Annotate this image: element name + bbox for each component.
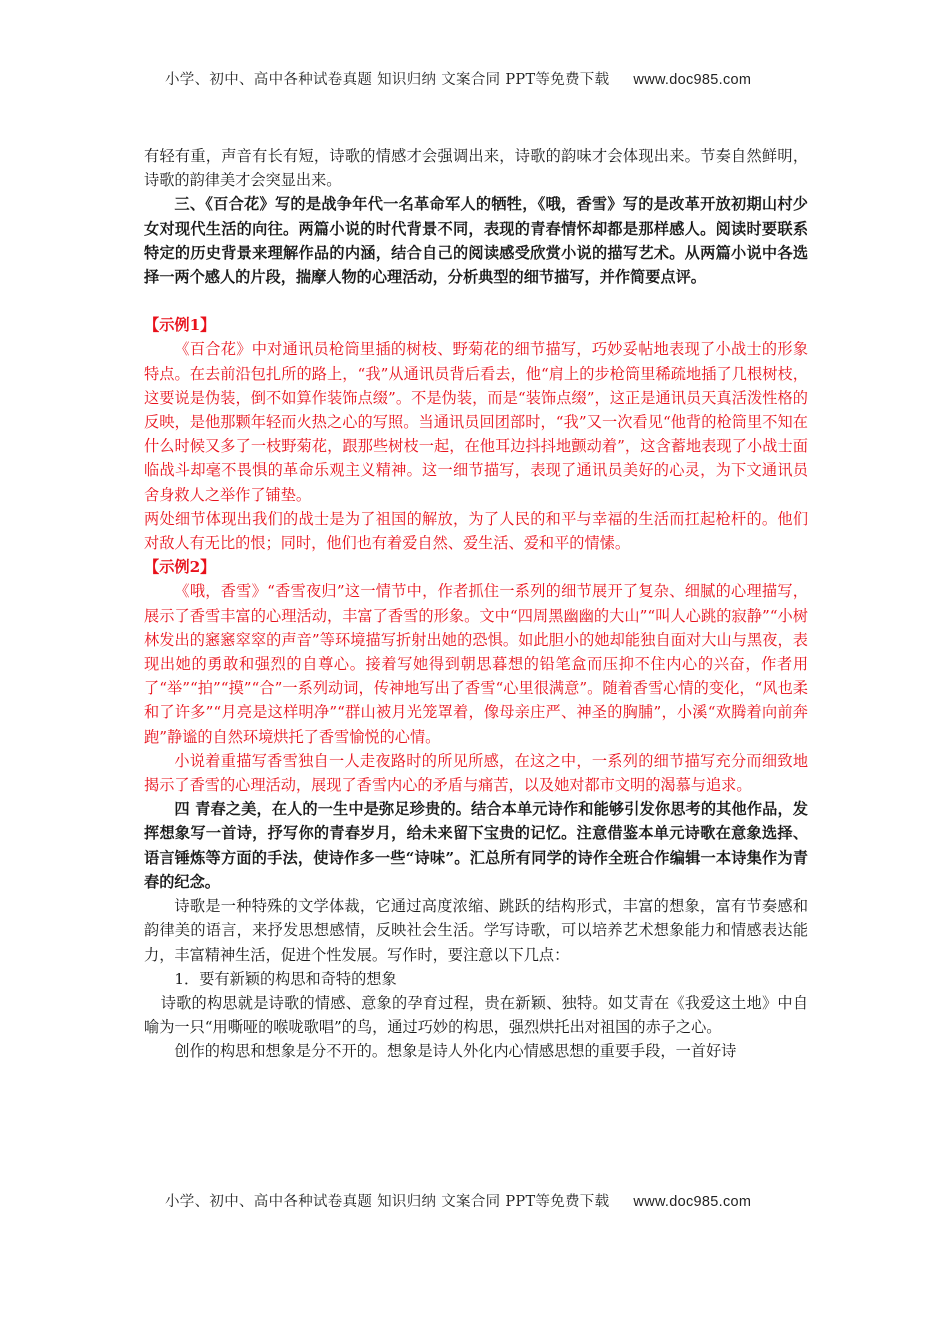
example-2-paragraph-1: 《哦，香雪》“香雪夜归”这一情节中，作者抓住一系列的细节展开了复杂、细腻的心理描写，展示了香雪丰富的心理活动，丰富了香雪的形象。文中“四周黑幽幽的大山”“叫人心跳的寂静”“小树林发出的窸窸窣窣的声音”等环境描写折射出她的恐惧。如此胆小的她却能独自面对大山与黑夜，表现出她的勇敢和强烈的自尊心。接着写她得到朝思暮想的铅笔盒而压抑不住内心的兴奋，作者用了“举”“拍”“摸”“合”一系列动词，传神地写出了香雪“心里很满意”。随着香雪心情的变化，“风也柔和了许多”“月亮是这样明净”“群山被月光笼罩着，像母亲庄严、神圣的胸脯”，小溪“欢腾着向前奔跑”静谧的自然环境烘托了香雪愉悦的心情。: [144, 582, 808, 746]
footer-url[interactable]: www.doc985.com: [633, 1194, 752, 1210]
header-url[interactable]: www.doc985.com: [633, 72, 752, 88]
spacer: [144, 289, 808, 313]
example-1-paragraph-2: 两处细节体现出我们的战士是为了祖国的解放，为了人民的和平与幸福的生活而扛起枪杆的。他们对敌人有无比的恨；同时，他们也有着爱自然、爱生活、爱和平的情愫。: [144, 509, 808, 553]
point-1-heading: 1．要有新颖的构思和奇特的想象: [174, 969, 397, 988]
header-text: 小学、初中、高中各种试卷真题 知识归纳 文案合同 PPT等免费下载: [165, 72, 610, 88]
footer-text: 小学、初中、高中各种试卷真题 知识归纳 文案合同 PPT等免费下载: [165, 1194, 610, 1210]
example-2-paragraph-2: 小说着重描写香雪独自一人走夜路时的所见所感，在这之中，一系列的细节描写充分而细致地揭示了香雪的心理活动，展现了香雪内心的矛盾与痛苦，以及她对都市文明的渴慕与追求。: [144, 751, 808, 795]
intro-paragraph: 有轻有重，声音有长有短，诗歌的情感才会强调出来，诗歌的韵味才会体现出来。节奏自然鲜明，诗歌的韵律美才会突显出来。: [144, 147, 808, 190]
example-1-paragraph-1: 《百合花》中对通讯员枪筒里插的树枝、野菊花的细节描写，巧妙妥帖地表现了小战士的形象特点。在去前沿包扎所的路上，“我”从通讯员背后看去，他“肩上的步枪筒里稀疏地插了几根树枝，这要说是伪装，倒不如算作装饰点缀”。不是伪装，而是“装饰点缀”，这正是通讯员天真活泼性格的反映，是他那颗年轻而火热之心的写照。当通讯员回团部时，“我”又一次看见“他背的枪筒里不知在什么时候又多了一枝野菊花，跟那些树枝一起，在他耳边抖抖地颤动着”，这含蓄地表现了小战士面临战斗却毫不畏惧的革命乐观主义精神。这一细节描写，表现了通讯员美好的心灵，为下文通讯员舍身救人之举作了铺垫。: [144, 340, 808, 504]
example-1-label: 【示例1】: [144, 316, 216, 335]
point-1-paragraph-2: 创作的构思和想象是分不开的。想象是诗人外化内心情感思想的重要手段，一首好诗: [174, 1042, 737, 1061]
page-header: [165, 68, 805, 89]
question-3: 三、《百合花》写的是战争年代一名革命军人的牺牲，《哦，香雪》写的是改革开放初期山村少女对现代生活的向往。两篇小说的时代背景不同，表现的青春情怀却都是那样感人。阅读时要联系特定的历史背景来理解作品的内涵，结合自己的阅读感受欣赏小说的描写艺术。从两篇小说中各选择一两个感人的片段，揣摩人物的心理活动，分析典型的细节描写，并作简要点评。: [144, 195, 808, 287]
page-footer: [165, 1190, 805, 1211]
example-2-label: 【示例2】: [144, 558, 216, 577]
point-1-paragraph: 诗歌的构思就是诗歌的情感、意象的孕育过程，贵在新颖、独特。如艾青在《我爱这土地》中自喻为一只“用嘶哑的喉咙歌唱”的鸟，通过巧妙的构思，强烈烘托出对祖国的赤子之心。: [144, 993, 808, 1037]
question-4: 四 青春之美，在人的一生中是弥足珍贵的。结合本单元诗作和能够引发你思考的其他作品，发挥想象写一首诗，抒写你的青春岁月，给未来留下宝贵的记忆。注意借鉴本单元诗歌在意象选择、语言锤炼等方面的手法，使诗作多一些“诗味”。汇总所有同学的诗作全班合作编辑一本诗集作为青春的纪念。: [144, 800, 808, 891]
document-body: [144, 144, 808, 1064]
question-4-paragraph: 诗歌是一种特殊的文学体裁，它通过高度浓缩、跳跃的结构形式，丰富的想象，富有节奏感和韵律美的语言，来抒发思想感情，反映社会生活。学写诗歌，可以培养艺术想象能力和情感表达能力，丰富精神生活，促进个性发展。写作时，要注意以下几点：: [144, 897, 808, 964]
